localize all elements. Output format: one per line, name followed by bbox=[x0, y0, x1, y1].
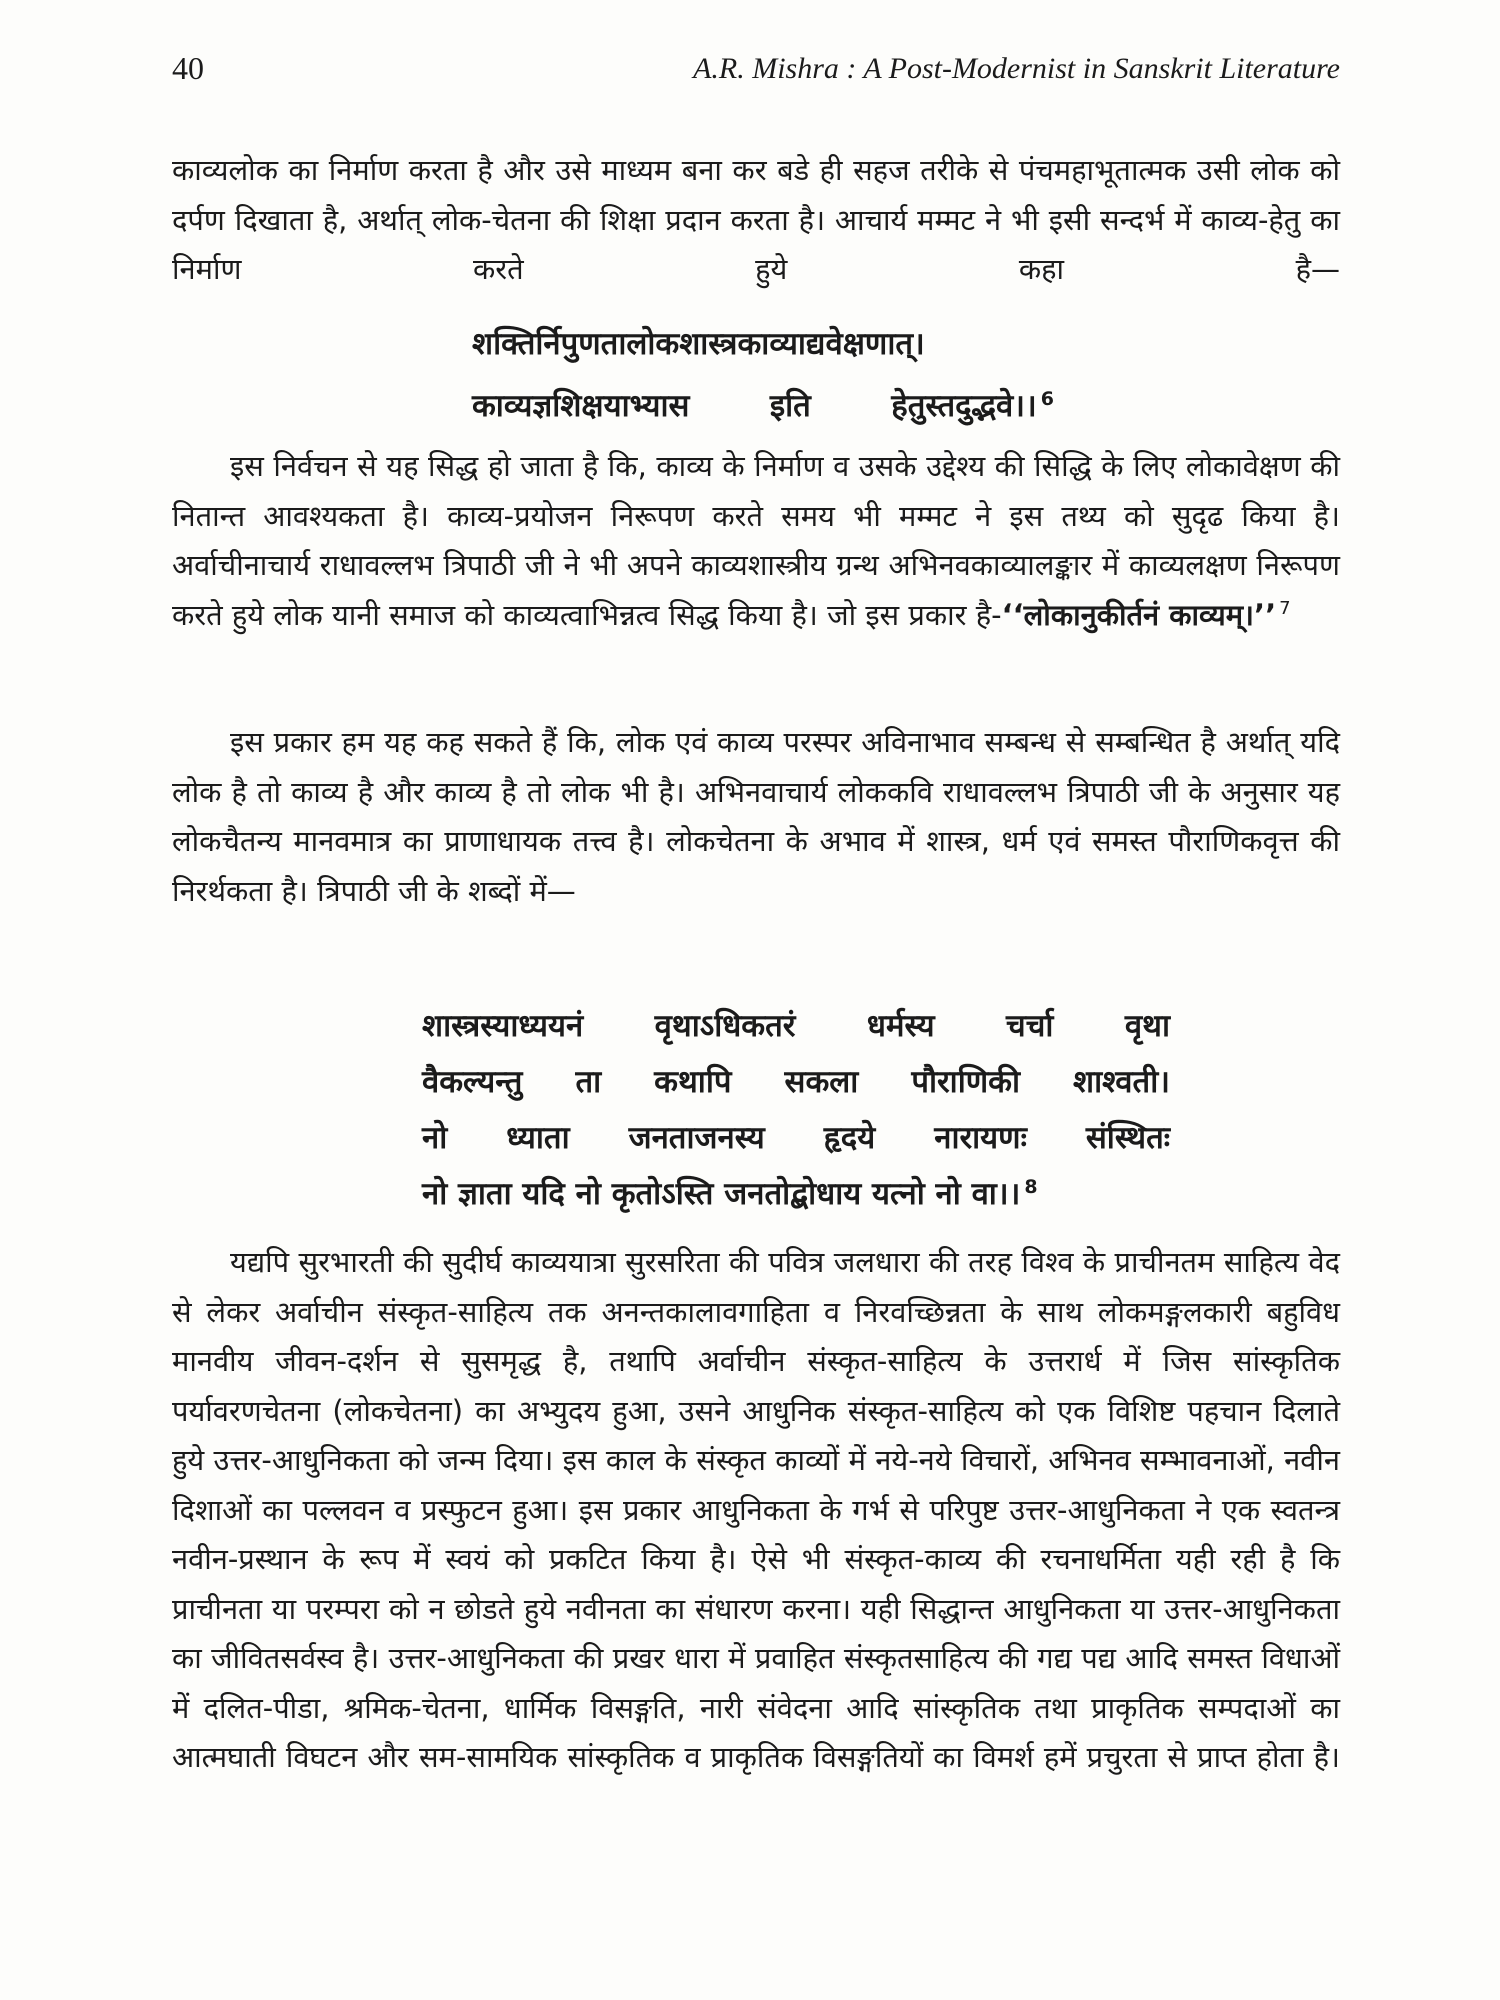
verse-2-line-2: वैकल्यन्तु ता कथापि सकला पौराणिकी शाश्वती। bbox=[422, 1064, 1170, 1100]
verse-2-line-1: शास्त्रस्याध्ययनं वृथाऽधिकतरं धर्मस्य चर्चा वृथा bbox=[422, 1008, 1170, 1044]
paragraph-4: यद्यपि सुरभारती की सुदीर्घ काव्ययात्रा सुरसरिता की पवित्र जलधारा की तरह विश्व के प्राचीनतम साहित्य वेद से लेकर अर्वाचीन संस्कृत-साहित्य तक अनन्तकालावगाहिता व निरवच्छिन्नता के साथ लोकमङ्गलकारी बहुविध मानवीय जीवन-दर्शन से सुसमृद्ध है, तथापि अर्वाचीन संस्कृत-साहित्य के उत्तरार्ध में जिस सांस्कृतिक पर्यावरणचेतना (लोकचेतना) का अभ्युदय हुआ, उसने आधुनिक संस्कृत-साहित्य को एक विशिष्ट पहचान दिलाते हुये उत्तर-आधुनिकता को जन्म दिया। इस काल के संस्कृत काव्यों में नये-नये विचारों, अभिनव सम्भावनाओं, नवीन दिशाओं का पल्लवन व प्रस्फुटन हुआ। इस प्रकार आधुनिकता के गर्भ से परिपुष्ट उत्तर-आधुनिकता ने एक स्वतन्त्र नवीन-प्रस्थान के रूप में स्वयं को प्रकटित किया है। ऐसे भी संस्कृत-काव्य की रचनाधर्मिता यही रही है कि प्राचीनता या परम्परा को न छोडते हुये नवीनता का संधारण करना। यही सिद्धान्त आधुनिकता या उत्तर-आधुनिकता का जीवितसर्वस्व है। उत्तर-आधुनिकता की प्रखर धारा में प्रवाहित संस्कृतसाहित्य की गद्य पद्य आदि समस्त विधाओं में दलित-पीडा, श्रमिक-चेतना, धार्मिक विसङ्गति, नारी संवेदना आदि सांस्कृतिक तथा प्राकृतिक सम्पदाओं का आत्मघाती विघटन और सम-सामयिक सांस्कृतिक व प्राकृतिक विसङ्गतियों का विमर्श हमें प्रचुरता से प्राप्त होता है। bbox=[172, 1245, 1340, 1774]
verse-1-line-1: शक्तिर्निपुणतालोकशास्त्रकाव्याद्यवेक्षणात्। bbox=[472, 326, 925, 362]
page-number: 40 bbox=[172, 50, 204, 86]
quoted-definition: ‘‘लोकानुकीर्तनं काव्यम्।’’ bbox=[1001, 597, 1277, 632]
running-title: A.R. Mishra : A Post-Modernist in Sanskrit Literature bbox=[693, 52, 1340, 85]
page-header bbox=[172, 50, 1340, 96]
paragraph-1: काव्यलोक का निर्माण करता है और उसे माध्यम बना कर बडे ही सहज तरीके से पंचमहाभूतात्मक उसी लोक को दर्पण दिखाता है, अर्थात् लोक-चेतना की शिक्षा प्रदान करता है। आचार्य मम्मट ने भी इसी सन्दर्भ में काव्य-हेतु का निर्माण करते हुये कहा है— bbox=[172, 153, 1340, 286]
verse-block-2 bbox=[422, 998, 1170, 1222]
footnote-marker-7: 7 bbox=[1279, 597, 1291, 619]
footnote-marker-8: 8 bbox=[1024, 1175, 1038, 1198]
paragraph-2 bbox=[172, 442, 1340, 640]
verse-block-1 bbox=[472, 316, 925, 372]
verse-2-line-4: नो ज्ञाता यदि नो कृतोऽस्ति जनतोद्बोधाय यत्नो नो वा।। bbox=[422, 1176, 1021, 1212]
paragraph-2-text: इस निर्वचन से यह सिद्ध हो जाता है कि, काव्य के निर्माण व उसके उद्देश्य की सिद्धि के लिए लोकावेक्षण की नितान्त आवश्यकता है। काव्य-प्रयोजन निरूपण करते समय भी मम्मट ने इस तथ्य को सुदृढ किया है। अर्वाचीनाचार्य राधावल्लभ त्रिपाठी जी ने भी अपने काव्यशास्त्रीय ग्रन्थ अभिनवकाव्यालङ्कार में काव्यलक्षण निरूपण करते हुये लोक यानी समाज को काव्यत्वाभिन्नत्व सिद्ध किया है। जो इस प्रकार है- bbox=[172, 449, 1340, 632]
verse-block-1-line-2 bbox=[472, 378, 1054, 434]
footnote-marker-6: 6 bbox=[1040, 387, 1054, 410]
verse-2-line-3: नो ध्याता जनताजनस्य हृदये नारायणः संस्थितः bbox=[422, 1120, 1170, 1156]
paragraph-3: इस प्रकार हम यह कह सकते हैं कि, लोक एवं काव्य परस्पर अविनाभाव सम्बन्ध से सम्बन्धित है अर्थात् यदि लोक है तो काव्य है और काव्य है तो लोक भी है। अभिनवाचार्य लोककवि राधावल्लभ त्रिपाठी जी के अनुसार यह लोकचैतन्य मानवमात्र का प्राणाधायक तत्त्व है। लोकचेतना के अभाव में शास्त्र, धर्म एवं समस्त पौराणिकवृत्त की निरर्थकता है। त्रिपाठी जी के शब्दों में— bbox=[172, 725, 1340, 908]
verse-1-line-2: काव्यज्ञशिक्षयाभ्यास इति हेतुस्तदुद्भवे।। bbox=[472, 388, 1037, 424]
